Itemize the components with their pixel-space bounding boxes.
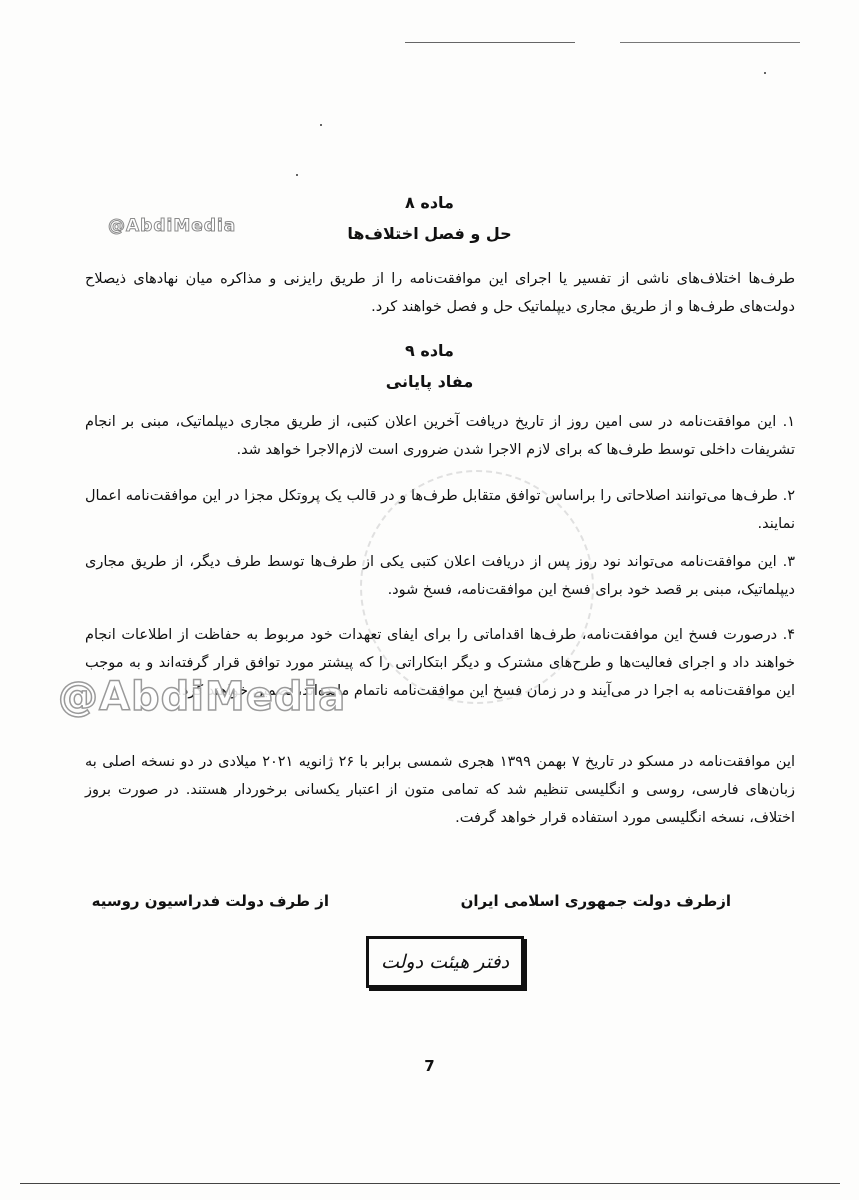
signature-iran: ازطرف دولت جمهوری اسلامی ایران <box>460 892 731 910</box>
stamp-text: دفتر هیئت دولت <box>380 951 510 973</box>
page-number: 7 <box>424 1057 435 1075</box>
article-9-clause-3: ۳. این موافقت‌نامه می‌تواند نود روز پس از دریافت اعلان کتبی یکی از طرف‌ها توسط طرف دیگر، از طریق مجاری دیپلماتیک، مبنی بر قصد خود برای فسخ این موافقت‌نامه، فسخ شود. <box>85 554 795 598</box>
article-9-clause-1: ۱. این موافقت‌نامه در سی امین روز از تاریخ دریافت آخرین اعلان کتبی، از طریق مجاری دیپلماتیک، مبنی بر انجام تشریفات داخلی توسط طرف‌ها که برای لازم الاجرا شدن ضروری است لازم‌الاجرا خواهد شد. <box>85 414 795 458</box>
signature-russia: از طرف دولت فدراسیون روسیه <box>91 892 329 910</box>
article-9-clause-2: ۲. طرف‌ها می‌توانند اصلاحاتی را براساس توافق متقابل طرف‌ها و در قالب یک پروتکل مجزا در این موافقت‌نامه اعمال نمایند. <box>85 488 795 532</box>
watermark: @AbdiMedia <box>58 674 347 720</box>
scan-artifact <box>320 124 322 126</box>
watermark: @AbdiMedia <box>108 216 237 236</box>
scan-artifact <box>405 42 575 43</box>
article-9-number: ماده ۹ <box>405 341 454 360</box>
scan-artifact <box>620 42 800 43</box>
article-9-title: مفاد پایانی <box>385 372 474 391</box>
cabinet-office-stamp <box>366 936 524 988</box>
article-8-number: ماده ۸ <box>405 193 454 212</box>
scan-artifact <box>296 174 298 176</box>
scan-artifact <box>20 1183 840 1184</box>
article-8-title: حل و فصل اختلاف‌ها <box>347 224 512 243</box>
article-8-body: طرف‌ها اختلاف‌های ناشی از تفسیر یا اجرای این موافقت‌نامه را از طریق رایزنی و مذاکره میان نهادهای ذیصلاح دولت‌های طرف‌ها و از طریق مجاری دیپلماتیک حل و فصل خواهند کرد. <box>85 271 795 315</box>
scan-artifact <box>764 72 766 74</box>
article-9-clause-4: ۴. درصورت فسخ این موافقت‌نامه، طرف‌ها اقداماتی را برای ایفای تعهدات خود مربوط به حفاظت از اطلاعات انجام خواهند داد و اجرای فعالیت‌ها و طرح‌های مشترک و دیگر ابتکاراتی را که پیشتر مورد توافق قرار گرفته‌اند و به موجب این موافقت‌نامه به اجرا در می‌آیند و در زمان فسخ این موافقت‌نامه ناتمام مانده‌اند، تضمین خواهند کرد. <box>85 627 795 699</box>
closing-paragraph: این موافقت‌نامه در مسکو در تاریخ ۷ بهمن ۱۳۹۹ هجری شمسی برابر با ۲۶ ژانویه ۲۰۲۱ میلادی در دو نسخه اصلی به زبان‌های فارسی، روسی و انگلیسی تنظیم شد که تمامی متون از اعتبار یکسانی برخوردار هستند. در صورت بروز اختلاف، نسخه انگلیسی مورد استفاده قرار خواهد گرفت. <box>85 754 796 826</box>
